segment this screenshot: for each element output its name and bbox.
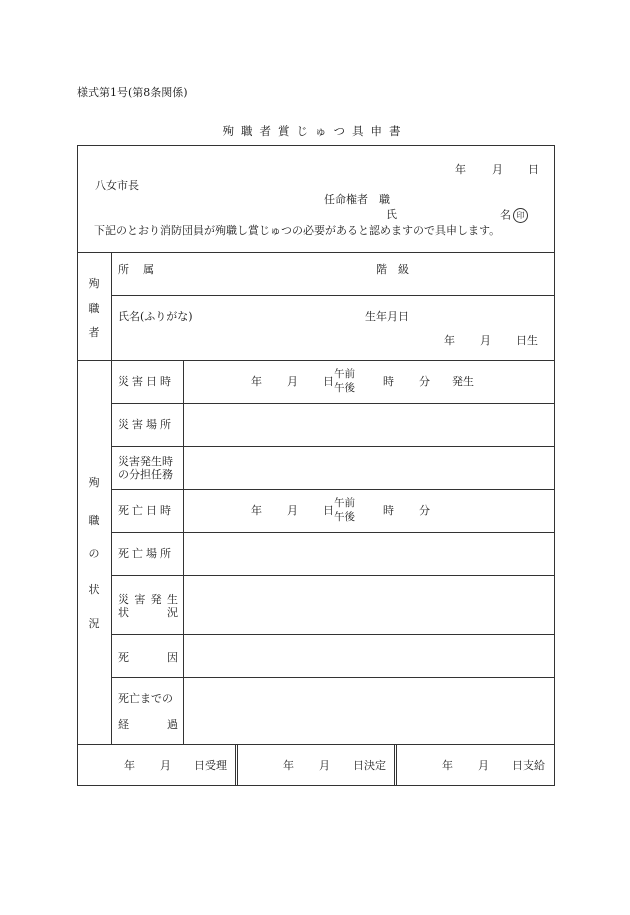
person-section-char-3: 者: [88, 326, 100, 339]
disaster-pm: 午後: [334, 382, 355, 394]
situation-section-char-1: 殉: [88, 476, 100, 489]
person-section-char-2: 職: [88, 302, 100, 315]
appointer-title-label: 任命権者 職: [324, 193, 390, 206]
disaster-circumstances-label-2: 状 況: [118, 606, 178, 619]
appointer-given-label: [500, 208, 528, 223]
situation-section-char-2: 職: [88, 514, 100, 527]
process-until-death-label-2: 経 過: [118, 718, 178, 731]
affiliation-label-2: 属: [143, 263, 154, 276]
decided-year: 年: [283, 759, 294, 772]
disaster-hour: 時: [383, 375, 394, 388]
rank-label: 階 級: [376, 263, 409, 276]
death-month: 月: [287, 504, 298, 517]
death-minute: 分: [419, 504, 430, 517]
statement-text: 下記のとおり消防団員が殉職し賞じゅつの必要があると認めますので具申します。: [94, 224, 501, 237]
addressee: 八女市長: [95, 179, 139, 192]
death-hour: 時: [383, 504, 394, 517]
disaster-minute: 分: [419, 375, 430, 388]
birth-year: 年: [444, 334, 455, 347]
person-section-char-1: 殉: [88, 277, 100, 290]
affiliation-label-1: 所: [118, 263, 129, 276]
paid-year: 年: [442, 759, 453, 772]
decided-day: 日決定: [353, 759, 386, 772]
paid-day: 日支給: [512, 759, 545, 772]
header-date-day: 日: [528, 163, 539, 176]
situation-section-char-5: 況: [88, 617, 100, 630]
death-place-label: 死亡場所: [118, 547, 174, 560]
disaster-month: 月: [287, 375, 298, 388]
paid-month: 月: [478, 759, 489, 772]
death-day: 日: [323, 504, 334, 517]
header-date-year: 年: [455, 163, 466, 176]
birth-month: 月: [480, 334, 491, 347]
situation-section-char-3: の: [88, 547, 100, 560]
form-number: 様式第1号(第8条関係): [77, 86, 188, 99]
received-month: 月: [160, 759, 171, 772]
death-am: 午前: [334, 497, 355, 509]
assigned-duty-label-1: 災害発生時: [118, 455, 173, 468]
situation-section-char-4: 状: [88, 583, 100, 596]
birth-day: 日生: [516, 334, 538, 347]
disaster-day: 日: [323, 375, 334, 388]
disaster-place-label: 災害場所: [118, 418, 174, 431]
death-datetime-label: 死亡日時: [118, 504, 174, 517]
assigned-duty-label-2: の分担任務: [118, 468, 173, 481]
disaster-circumstances-label-1: 災 害 発 生: [118, 593, 178, 606]
received-day: 日受理: [194, 759, 227, 772]
appointer-surname-label: 氏: [386, 208, 397, 221]
form-title: 殉職者賞じゅつ具申書: [222, 124, 408, 138]
received-year: 年: [124, 759, 135, 772]
disaster-datetime-label: 災害日時: [118, 375, 174, 388]
process-until-death-label-1: 死亡までの: [118, 692, 173, 705]
death-year: 年: [251, 504, 262, 517]
death-pm: 午後: [334, 511, 355, 523]
name-furigana-label: 氏名(ふりがな): [118, 310, 193, 323]
disaster-am: 午前: [334, 368, 355, 380]
disaster-occurred-suffix: 発生: [452, 375, 474, 388]
disaster-year: 年: [251, 375, 262, 388]
birthdate-label: 生年月日: [365, 310, 409, 323]
cause-of-death-label: 死 因: [118, 651, 178, 664]
header-date-month: 月: [492, 163, 503, 176]
seal-stamp: 印: [513, 208, 528, 223]
appointer-given-text: 名: [500, 208, 511, 222]
decided-month: 月: [319, 759, 330, 772]
